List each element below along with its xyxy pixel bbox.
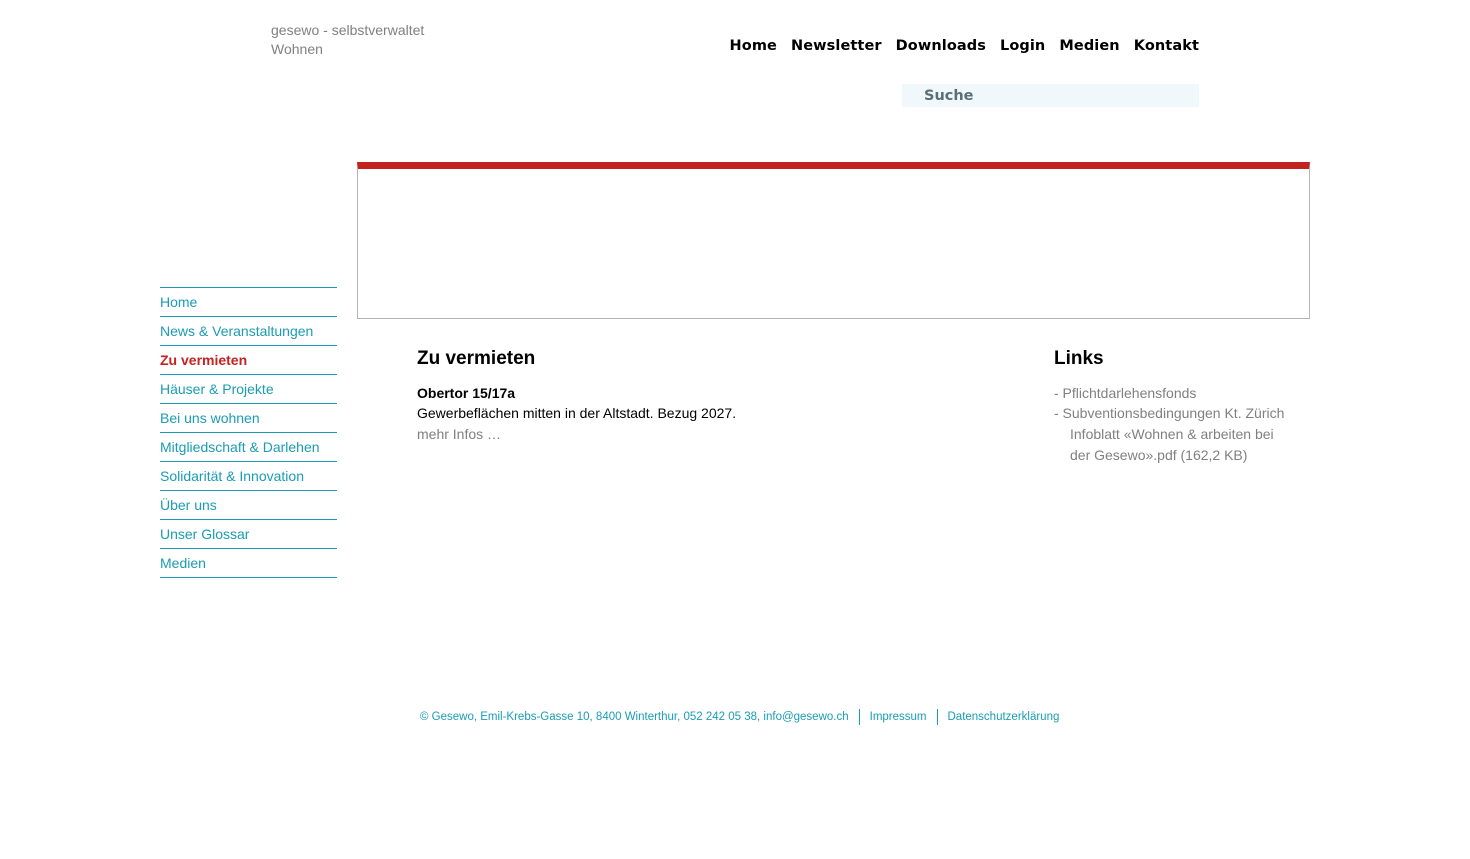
footer-impressum-link[interactable]: Impressum — [869, 711, 927, 723]
links-list — [1054, 383, 1294, 466]
nav-medien[interactable]: Medien — [1059, 38, 1120, 54]
nav-home[interactable]: Home — [729, 38, 777, 54]
link-pflichtdarlehensfonds[interactable]: - Pflichtdarlehensfonds — [1054, 385, 1197, 401]
footer-divider — [859, 709, 860, 725]
header-banner — [357, 162, 1310, 319]
main-content — [417, 347, 977, 445]
sidebar-item-ueber-uns[interactable]: Über uns — [160, 491, 337, 520]
page-title: Zu vermieten — [417, 348, 536, 369]
sidebar-item-mitgliedschaft[interactable]: Mitgliedschaft & Darlehen — [160, 433, 337, 462]
links-heading: Links — [1054, 348, 1104, 369]
nav-newsletter[interactable]: Newsletter — [790, 38, 882, 54]
footer-privacy-link[interactable]: Datenschutzerklärung — [947, 711, 1060, 723]
footer-address: © Gesewo, Emil-Krebs-Gasse 10, 8400 Winterthur, 052 242 05 38, info@gesewo.ch — [420, 711, 849, 723]
links-panel — [1054, 347, 1294, 466]
nav-kontakt[interactable]: Kontakt — [1133, 38, 1199, 54]
top-navigation — [730, 38, 1199, 54]
listing-description: Gewerbeflächen mitten in der Altstadt. Bezug 2027. — [417, 405, 737, 421]
link-item — [1054, 424, 1294, 466]
sidebar-item-home[interactable]: Home — [160, 288, 337, 317]
sidebar-item-zu-vermieten[interactable]: Zu vermieten — [160, 346, 337, 375]
search-input[interactable] — [902, 84, 1199, 107]
link-subventionsbedingungen[interactable]: - Subventionsbedingungen Kt. Zürich — [1054, 405, 1285, 421]
link-infoblatt-pdf[interactable]: Infoblatt «Wohnen & arbeiten bei der Gesewo».pdf (162,2 KB) — [1070, 426, 1274, 463]
more-info-link[interactable]: mehr Infos … — [417, 426, 502, 442]
site-logo[interactable]: gesewo - selbstverwaltet Wohnen — [271, 22, 425, 57]
sidebar-item-solidaritaet[interactable]: Solidarität & Innovation — [160, 462, 337, 491]
nav-login[interactable]: Login — [999, 38, 1046, 54]
page-footer — [420, 709, 1059, 725]
link-item — [1054, 403, 1294, 423]
link-item — [1054, 383, 1294, 403]
sidebar-item-haeuser[interactable]: Häuser & Projekte — [160, 375, 337, 404]
listing-title: Obertor 15/17a — [417, 385, 516, 401]
nav-downloads[interactable]: Downloads — [895, 38, 986, 54]
sidebar-item-glossar[interactable]: Unser Glossar — [160, 520, 337, 549]
sidebar-item-medien[interactable]: Medien — [160, 549, 337, 578]
footer-divider — [937, 709, 938, 725]
sidebar-item-bei-uns-wohnen[interactable]: Bei uns wohnen — [160, 404, 337, 433]
sidebar-navigation — [160, 287, 337, 578]
sidebar-item-news[interactable]: News & Veranstaltungen — [160, 317, 337, 346]
